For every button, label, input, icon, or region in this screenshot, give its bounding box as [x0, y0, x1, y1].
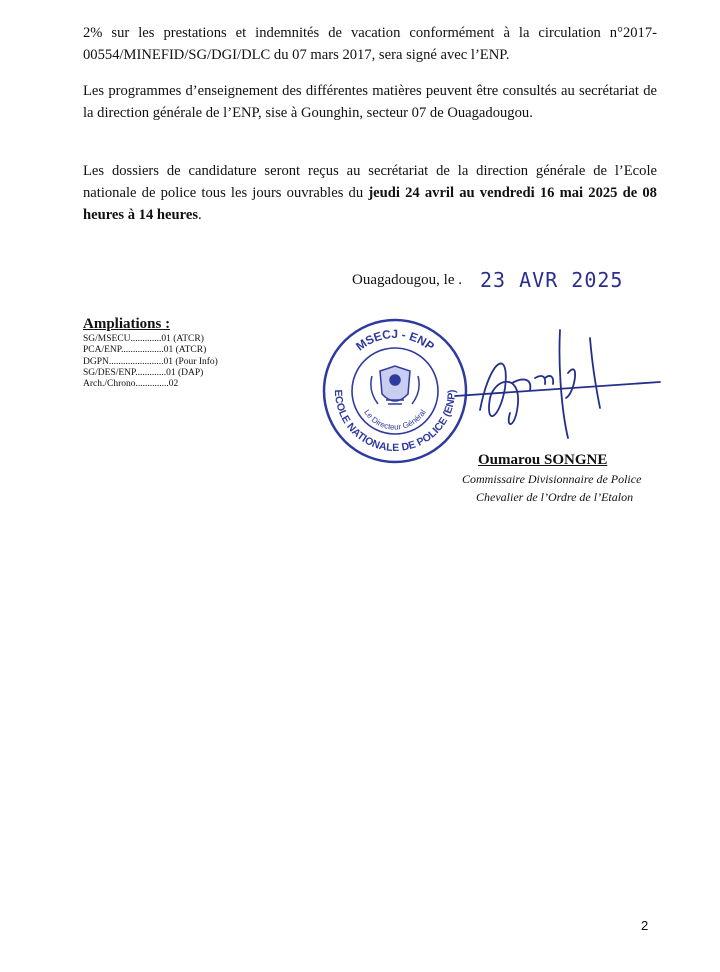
stamp-inner-text: Le Directeur Général: [362, 408, 428, 432]
dossiers-text-start: Les dossiers de candidature seront reçus au secrétariat de la direction générale de l’Ecole nationale de police tous les jours ouvrables du: [83, 163, 657, 201]
ampliation-item: DGPN.......................01 (Pour Info): [83, 356, 218, 367]
ampliation-item: PCA/ENP..................01 (ATCR): [83, 345, 207, 356]
signer-distinction: Chevalier de l’Ordre de l’Etalon: [476, 490, 634, 504]
signer-rank: Commissaire Divisionnaire de Police: [462, 472, 642, 486]
police-emblem-icon: [371, 366, 419, 404]
paragraph-convention: 2% sur les prestations et indemnités de vacation conformément à la circulation n°2017-00554/MINEFID/SG/DGI/DLC du 07 mars 2017, sera signé avec l’ENP.: [83, 25, 657, 63]
ampliation-item: SG/DES/ENP.............01 (DAP): [83, 367, 204, 378]
stamp-bottom-text: ECOLE NATIONALE DE POLICE (ENP): [331, 389, 459, 455]
ampliation-item: SG/MSECU.............01 (ATCR): [83, 334, 204, 344]
paragraph-programmes: Les programmes d’enseignement des différentes matières peuvent être consultés au secrétariat de la direction générale de l’ENP, sise à Gounghin, secteur 07 de Ouagadougou.: [83, 83, 657, 121]
stamp-top-text: MSECJ - ENP: [353, 326, 437, 354]
dossiers-bold-date-end: au vendredi 16 mai 2025 de 08 heures à 14 heures: [83, 185, 657, 223]
date-stamp: 23 AVR 2025: [480, 268, 624, 292]
page-number: 2: [641, 918, 649, 933]
ampliation-item: Arch./Chrono..............02: [83, 379, 179, 390]
ampliations-title: Ampliations :: [83, 316, 171, 332]
dossiers-text-end: .: [198, 207, 202, 223]
date-line: [352, 272, 462, 289]
signature-scribble: [450, 318, 670, 458]
ampliations-list: [83, 334, 218, 390]
official-stamp: [320, 316, 470, 466]
date-place: Ouagadougou, le: [352, 272, 455, 288]
paragraph-dossiers: [83, 160, 657, 226]
signer-name: Oumarou SONGNE: [478, 452, 608, 468]
dossiers-bold-date-start: jeudi 24 avril: [368, 185, 455, 201]
date-separator: .: [458, 272, 462, 288]
